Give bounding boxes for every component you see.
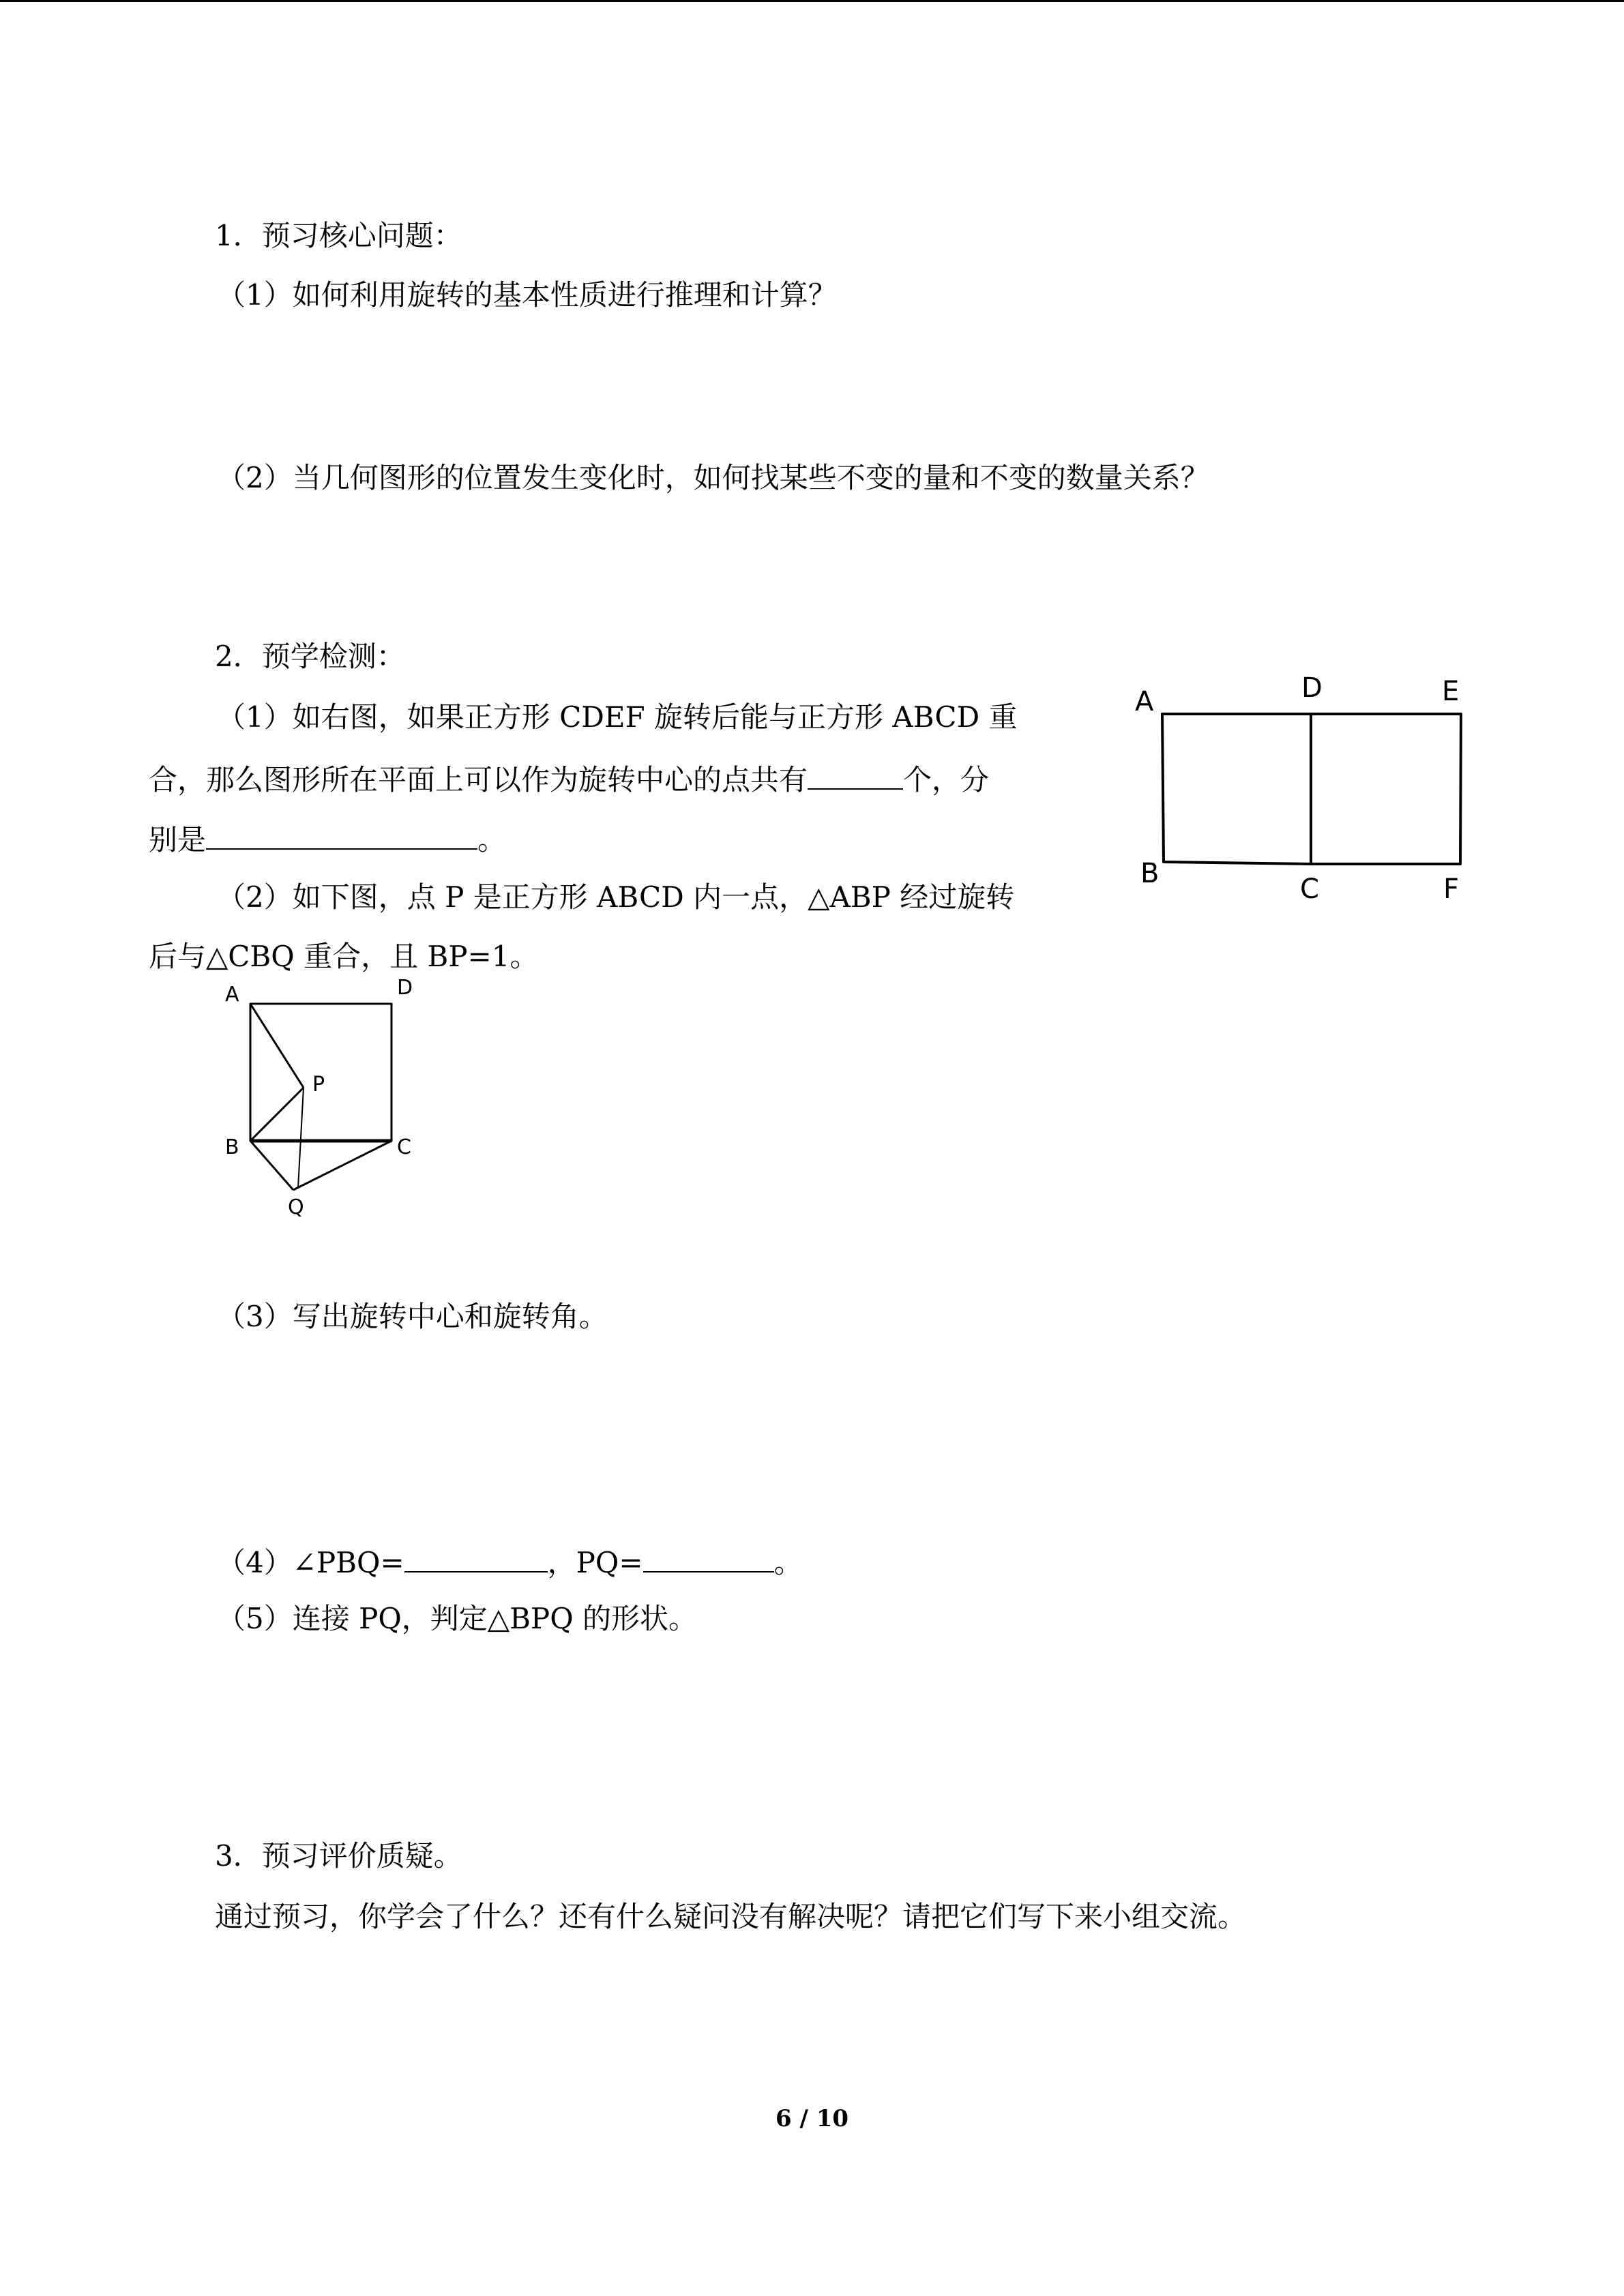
page-number: 6 / 10: [775, 2105, 849, 2132]
figure-two-squares: [1125, 668, 1480, 914]
section-2-heading: 2．预学检测：: [215, 640, 405, 673]
label-c: C: [1300, 874, 1319, 905]
answer-blank-pq[interactable]: [643, 1545, 774, 1572]
question-2-1-line-1: （1）如右图，如果正方形 CDEF 旋转后能与正方形 ABCD 重: [217, 700, 1018, 734]
answer-blank-count[interactable]: [808, 762, 903, 790]
section-1-question-2: （2）当几何图形的位置发生变化时，如何找某些不变的量和不变的数量关系？: [217, 461, 1209, 494]
question-2-1-text-a: 合，那么图形所在平面上可以作为旋转中心的点共有: [149, 763, 808, 796]
question-2-1-line-2: [149, 762, 989, 794]
question-2-4-text-b: ，PQ=: [547, 1546, 643, 1579]
segment-bp: [250, 1088, 304, 1141]
question-2-4-text-a: （4）∠PBQ=: [217, 1546, 404, 1579]
question-2-1-text-c: 别是: [149, 823, 207, 856]
segment-ap: [250, 1004, 304, 1088]
question-2-1-text-d: 。: [477, 823, 507, 856]
label-b: B: [1140, 858, 1160, 889]
top-border: [0, 0, 1624, 2]
answer-blank-angle[interactable]: [404, 1545, 548, 1572]
label-f: F: [1443, 874, 1460, 905]
square-cdef: [1311, 714, 1461, 864]
question-2-3: （3）写出旋转中心和旋转角。: [217, 1300, 608, 1333]
label-a: A: [1135, 686, 1154, 717]
segment-bq: [250, 1141, 293, 1190]
label-e: E: [1442, 676, 1460, 707]
label-b-small: B: [225, 1135, 239, 1159]
answer-blank-points[interactable]: [206, 822, 477, 850]
label-d: D: [1301, 672, 1323, 704]
section-1-heading: 1．预习核心问题：: [215, 219, 462, 252]
question-2-4: [217, 1545, 803, 1577]
segment-pq: [298, 1088, 304, 1188]
question-2-5: （5）连接 PQ，判定△BPQ 的形状。: [217, 1602, 697, 1635]
section-1-question-1: （1）如何利用旋转的基本性质进行推理和计算？: [217, 278, 837, 312]
label-d-small: D: [397, 976, 413, 1000]
label-c-small: C: [397, 1135, 411, 1159]
question-2-4-text-c: 。: [773, 1546, 803, 1579]
figure-rotation-square: [211, 975, 430, 1221]
square-abcd: [1162, 714, 1311, 864]
section-3-body: 通过预习，你学会了什么？还有什么疑问没有解决呢？请把它们写下来小组交流。: [215, 1900, 1247, 1933]
label-p: P: [312, 1073, 325, 1097]
segment-cq: [293, 1141, 392, 1190]
question-2-1-line-3: [149, 822, 506, 854]
question-2-2-line-2: 后与△CBQ 重合，且 BP=1。: [149, 940, 539, 973]
label-a-small: A: [225, 983, 239, 1007]
label-q: Q: [288, 1195, 304, 1219]
question-2-1-text-b: 个，分: [903, 763, 990, 796]
question-2-2-line-1: （2）如下图，点 P 是正方形 ABCD 内一点，△ABP 经过旋转: [217, 880, 1015, 914]
section-3-heading: 3．预习评价质疑。: [215, 1839, 462, 1873]
